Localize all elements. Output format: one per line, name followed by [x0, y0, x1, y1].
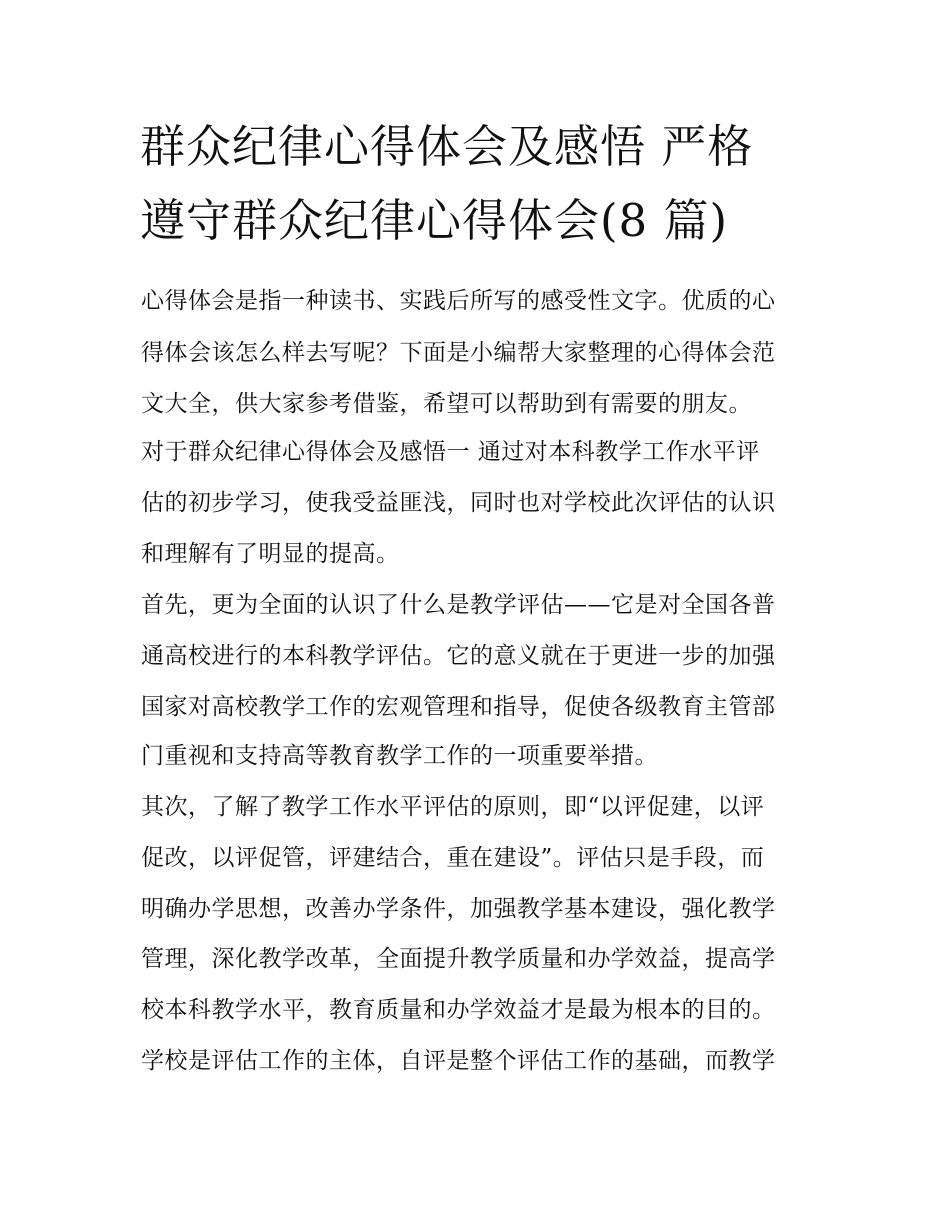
body-line: 对于群众纪律心得体会及感悟一 通过对本科教学工作水平评 — [141, 439, 760, 465]
body-line: 文大全，供大家参考借鉴，希望可以帮助到有需要的朋友。 — [141, 391, 752, 417]
document-title-line-2: 遵守群众纪律心得体会(8 篇) — [140, 194, 729, 247]
body-line: 得体会该怎么样去写呢？下面是小编帮大家整理的心得体会范 — [141, 340, 776, 366]
body-line: 管理，深化教学改革，全面提升教学质量和办学效益，提高学 — [141, 946, 776, 972]
body-line: 校本科教学水平，教育质量和办学效益才是最为根本的目的。 — [141, 997, 776, 1023]
document-title-line-1: 群众纪律心得体会及感悟 严格 — [140, 120, 754, 173]
body-line: 心得体会是指一种读书、实践后所写的感受性文字。优质的心 — [141, 288, 776, 314]
body-line: 通高校进行的本科教学评估。它的意义就在于更进一步的加强 — [141, 643, 776, 669]
body-line: 国家对高校教学工作的宏观管理和指导，促使各级教育主管部 — [141, 694, 776, 720]
body-line: 学校是评估工作的主体，自评是整个评估工作的基础，而教学 — [141, 1048, 776, 1074]
body-line: 估的初步学习，使我受益匪浅，同时也对学校此次评估的认识 — [141, 490, 776, 516]
body-line: 促改，以评促管，评建结合，重在建设”。评估只是手段，而 — [141, 845, 765, 871]
body-line: 门重视和支持高等教育教学工作的一项重要举措。 — [141, 743, 658, 769]
body-line: 其次，了解了教学工作水平评估的原则，即“以评促建，以评 — [141, 794, 765, 820]
body-line: 明确办学思想，改善办学条件，加强教学基本建设，强化教学 — [141, 896, 776, 922]
body-line: 首先，更为全面的认识了什么是教学评估——它是对全国各普 — [141, 592, 776, 618]
body-line: 和理解有了明显的提高。 — [141, 541, 400, 567]
